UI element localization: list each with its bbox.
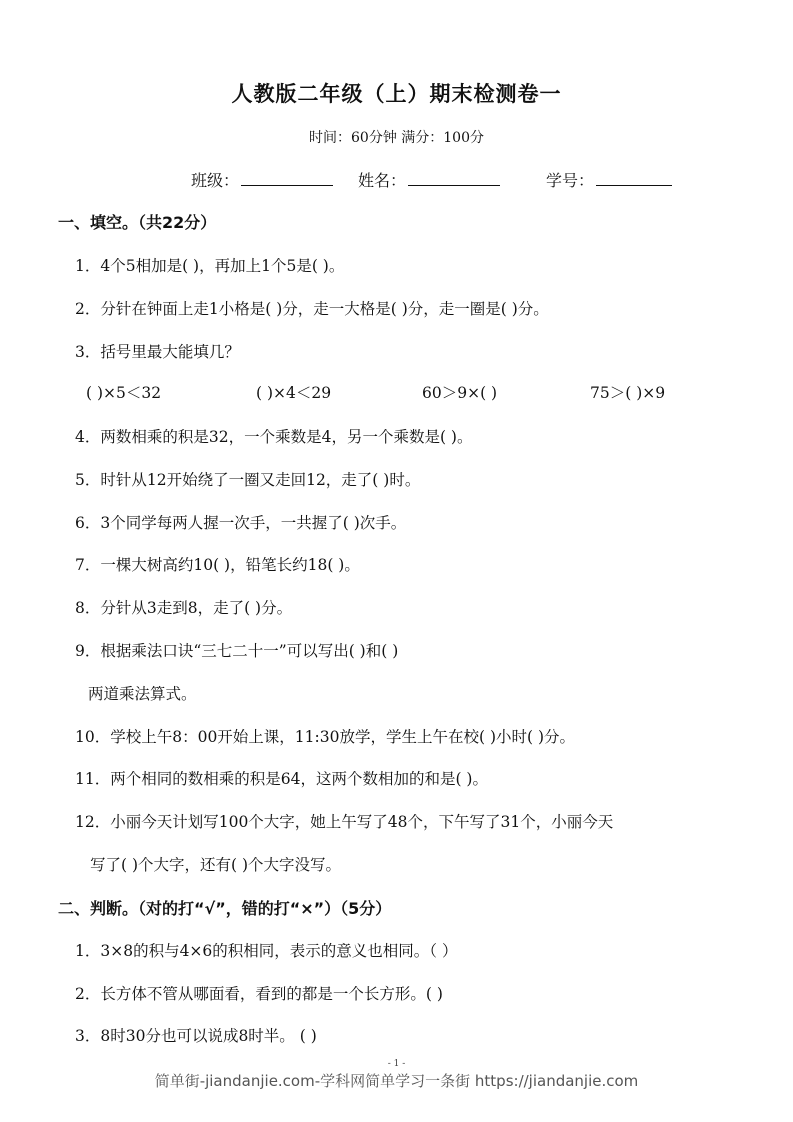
page-title: 人教版二年级（上）期末检测卷一 [231, 82, 562, 106]
exam-time-score: 时间：60分钟 满分：100分 [309, 130, 484, 146]
question-1-12: 12．小丽今天计划写100个大字，她上午写了48个，下午写了31个，小丽今天 [75, 813, 614, 831]
question-1-5: 5．时针从12开始绕了一圈又走回12，走了( )时。 [75, 471, 421, 489]
name-blank[interactable] [408, 168, 500, 186]
question-1-12-continued: 写了( )个大字，还有( )个大字没写。 [90, 856, 342, 874]
class-blank[interactable] [241, 168, 333, 186]
page-number: - 1 - [387, 1059, 406, 1069]
inequality-item: ( )×4＜29 [256, 384, 332, 402]
footer-site-text: 简单街-jiandanjie.com-学科网简单学习一条街 https://jiandanjie.com [154, 1072, 639, 1090]
question-1-11: 11．两个相同的数相乘的积是64，这两个数相加的和是( )。 [75, 770, 488, 788]
question-1-9-continued: 两道乘法算式。 [88, 685, 197, 703]
question-1-9: 9．根据乘法口诀“三七二十一”可以写出( )和( ) [75, 642, 399, 660]
question-1-2: 2．分针在钟面上走1小格是( )分，走一大格是( )分，走一圈是( )分。 [75, 300, 549, 318]
question-2-1: 1．3×8的积与4×6的积相同，表示的意义也相同。（ ） [75, 942, 458, 960]
question-1-7: 7．一棵大树高约10( )，铅笔长约18( )。 [75, 556, 360, 574]
inequality-item: 75＞( )×9 [590, 384, 666, 402]
id-field [546, 168, 672, 191]
name-field [358, 168, 500, 191]
student-info-row [0, 168, 793, 190]
question-1-6: 6．3个同学每两人握一次手，一共握了( )次手。 [75, 514, 407, 532]
id-label: 学号： [546, 171, 595, 190]
name-label: 姓名： [358, 171, 407, 190]
inequality-item: 60＞9×( ) [422, 384, 498, 402]
inequality-item: ( )×5＜32 [86, 384, 162, 402]
question-1-4: 4．两数相乘的积是32，一个乘数是4，另一个乘数是( )。 [75, 428, 473, 446]
question-2-3: 3．8时30分也可以说成8时半。 ( ) [75, 1027, 317, 1045]
question-2-2: 2．长方体不管从哪面看，看到的都是一个长方形。( ) [75, 985, 443, 1003]
class-field [191, 168, 333, 191]
question-1-3: 3．括号里最大能填几？ [75, 343, 240, 361]
id-blank[interactable] [596, 168, 672, 186]
question-1-8: 8．分针从3走到8，走了( )分。 [75, 599, 293, 617]
section-2-heading: 二、判断。（对的打“√”，错的打“×”）（5分） [58, 899, 392, 918]
question-1-3-items [0, 381, 793, 403]
question-1-1: 1．4个5相加是( )，再加上1个5是( )。 [75, 257, 345, 275]
section-1-heading: 一、填空。（共22分） [58, 213, 217, 232]
question-1-10: 10．学校上午8：00开始上课，11:30放学，学生上午在校( )小时( )分。 [75, 728, 576, 746]
class-label: 班级： [191, 171, 240, 190]
